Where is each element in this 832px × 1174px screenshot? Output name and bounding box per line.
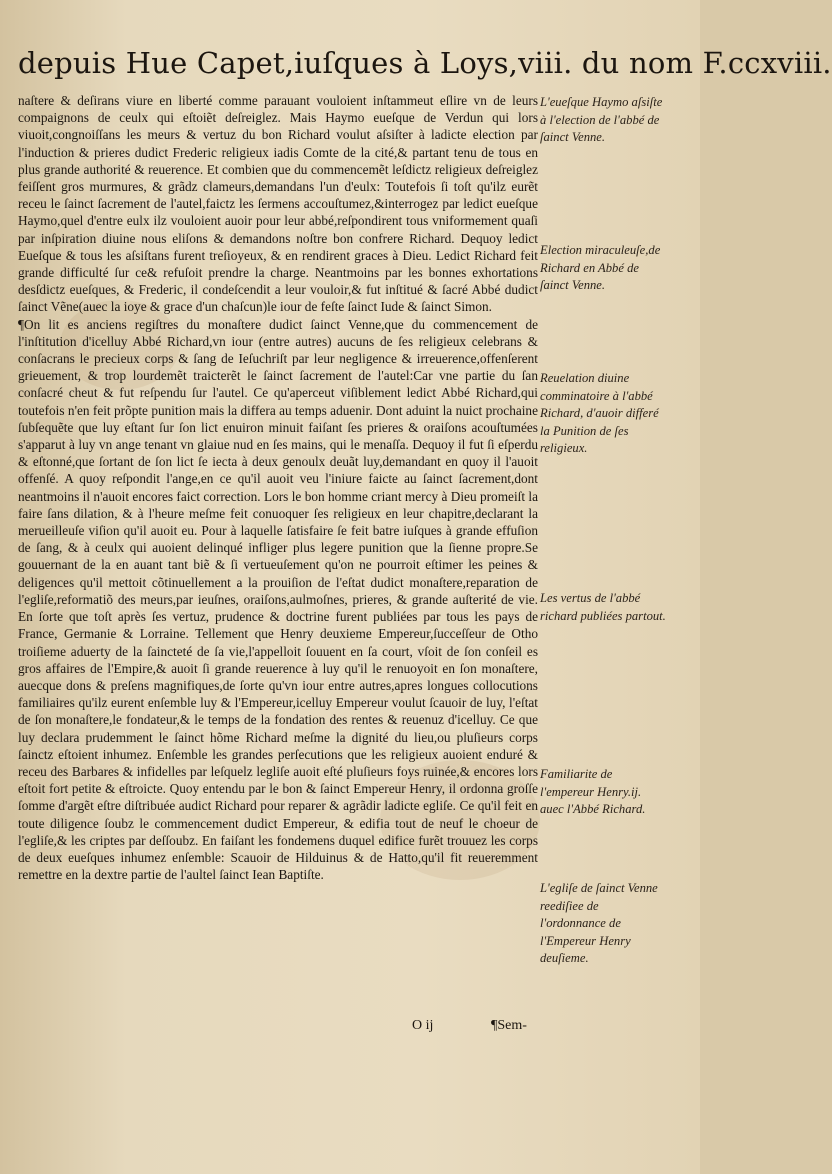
page-footer [0, 1018, 700, 1042]
signature-mark: O ij [412, 1018, 434, 1033]
paragraph-revelation: ¶On lit es anciens regiſtres du monaſtere dudict ſainct Venne,que du commencement de l'inſtitution d'icelluy Abbé Richard,vn iour (entre autres) aucuns de ſes religieux celebrans & conſacrans le precieux corps & ſang de Ieſuchriſt par leur negligence & irreuerence,offenſerent grieuement, & trop lourdemẽt traicterẽt le ſainct ſacrement de l'autel:Car vne partie du ſan conſacré cheut & fut reſpendu ſur l'autel. Ce qu'aperceut viſiblement ledict Abbé Richard,qui toutefois n'en feit prõpte punition mais la differa au temps aduenir. Dont aduint la nuict prochaine ſubſequẽte que luy eſtant ſur ſon lict enuiron minuit faiſant ſes prieres & oraiſons acouſtumées s'apparut à luy vn ange tenant vn glaiue nud en ſes mains, qui le menaſſa. Dequoy il fut ſi eſperdu & eſtonné,que ſortant de ſon lict ſe iecta à deux genoulx deuãt luy,demandant en quoy il l'auoit offenſé. A quoy reſpondit l'ange,en ce qu'il auoit veu l'iniure faicte au ſainct ſacrement,dont neantmoins il n'auoit encores faict correction. Lors le bon homme criant mercy à Dieu promeiſt la faire ſans dilation, & à l'heure meſme feit conuoquer ſes religieux en leur chapitre,declarant la merueilleuſe viſion qu'il auoit eu. Pour à laquelle ſatisfaire ſe feit batre iuſques à grande effuſion de ſang, & à ceulx qui auoient delinqué infliger plus legere punition que la ſienne propre.Se gouuernant de la en auant tant biẽ & ſi vertueuſement qu'on ne pourroit eſtimer les peines & deligences qu'il mettoit cõtinuellement a la prouiſion de l'eſtat dudict monaſtere,reparation de l'egliſe,reformatiõ des meurs,par ieuſnes, oraiſons,aulmoſnes, prieres, & grande auſterité de vie. En ſorte que toſt après ſes vertuz, prudence & doctrine furent publiées par tous les pays de France, Germanie & Lorraine. Tellement que Henry deuxieme Empereur,ſucceſſeur de Otho troiſieme aduerty de la ſaincteté de ſa vie,l'appelloit ſouuent en ſa court, vſoit de ſon conſeil es gros affaires de l'Empire,& auoit ſi grande reuerence à luy qu'il le renuoyoit en ſon monaſtere, auecque dons & preſens magnifiques,de ſorte qu'vn iour entre autres,apres longues collocutions familiaires qu'ilz eurent enſemble luy & l'Empereur,icelluy Empereur voulut ſcauoir de luy, l'eſtat de ſon monaſtere,le fondateur,& le temps de la fondation des rentes & reuenuz d'icelluy. Ce que luy declara prudemment le ſainct hõme Richard meſme la dignité du lieu,ou pluſieurs corps ſainctz eſtoient inhumez. Enſemble les grandes perſecutions que les religieux auoient enduré & receu des Barbares & infidelles par leſquelz legliſe auoit eſté pluſieurs foys ruinée,& encores lors eſtoit fort petite & eſtroicte. Quoy entendu par le bon & ſainct Empereur Henry, il ordonna groſſe ſomme d'argẽt eſtre diſtribuée audict Richard pour reparer & agrãdir ladicte egliſe. Ce qu'il feit en toute diligence ſoubz le commencement dudict Empereur, & edifia tout de neuf le choeur de l'egliſe,& les criptes par deſſoubz. En faiſant les fondemens duquel edifice furẽt trouuez les corps de deux eueſques inhumez enſemble: Scauoir de Hilduinus & de Hatto,qu'il fit reueremment remettre en la dextre partie de l'aultel ſainct Iean Baptiſte. [18, 316, 538, 883]
marginal-note-emperor: Familiarite de l'empereur Henry.ij. auec l'Abbé Richard. [540, 767, 646, 816]
marginal-note-election: Election miraculeuſe,de Richard en Abbé de ſainct Venne. [540, 243, 661, 292]
main-text-column [18, 92, 538, 883]
catchword: ¶Sem- [491, 1018, 527, 1033]
paragraph-election: naſtere & deſirans viure en liberté comme parauant vouloient inſtammeut eſlire vn de leurs compaignons de ceulx qui eſtoiẽt deſreiglez. Mais Haymo eueſque de Verdun qui lors viuoit,congnoiſſans les meurs & vertuz du bon Richard voulut aſsiſter à ladicte election par l'induction & prieres dudict Frederic religieux iadis Comte de la cité,& partant tenu de tous en plus grande authorité & reuerence. Et combien que du commencemẽt leſdictz religieux deſreiglez feiſſent gros murmures, & grãdz clameurs,demandans l'un d'eulx: Toutefois ſi toſt qu'ilz eurẽt receu le ſainct ſacrement de l'autel,faictz les ſermens accouſtumez,&interrogez par ledict eueſque Haymo,quel d'entre eulx ilz vouloient auoir pour leur abbé,reſpondirent tous vniformement quaſi par inſpiration diuine nous eliſons & demandons noſtre bon confrere Richard. Dequoy ledict Eueſque & tous les aſsiſtans furent treſioyeux, & en rendirent graces à Dieu. Ledict Richard feit grande difficulté ſur ce& refuſoit prendre la charge. Neantmoins par les bonnes exhortations desſdictz eueſques, & Frederic, il condeſcendit a leur vouloir,& fut inſtitué & ſacré Abbé dudict ſainct Vẽne(auec la ioye & grace d'un chaſcun)le iour de feſte ſainct Iude & ſainct Simon. [18, 93, 538, 315]
marginal-note-virtues: Les vertus de l'abbé richard publiées partout. [540, 591, 666, 623]
running-title: depuis Hue Capet,iuſques à Loys,viii. du nom F.ccxviii. [18, 46, 832, 80]
marginal-note-revelation: Reuelation diuine comminatoire à l'abbé Richard, d'auoir differé la Punition de ſes religieux. [540, 371, 659, 455]
marginal-note-church: L'egliſe de ſainct Venne reediſiee de l'ordonnance de l'Empereur Henry deuſieme. [540, 881, 658, 965]
marginal-note-haymo: L'eueſque Haymo aſsiſte à l'election de l'abbé de ſainct Venne. [540, 95, 663, 144]
